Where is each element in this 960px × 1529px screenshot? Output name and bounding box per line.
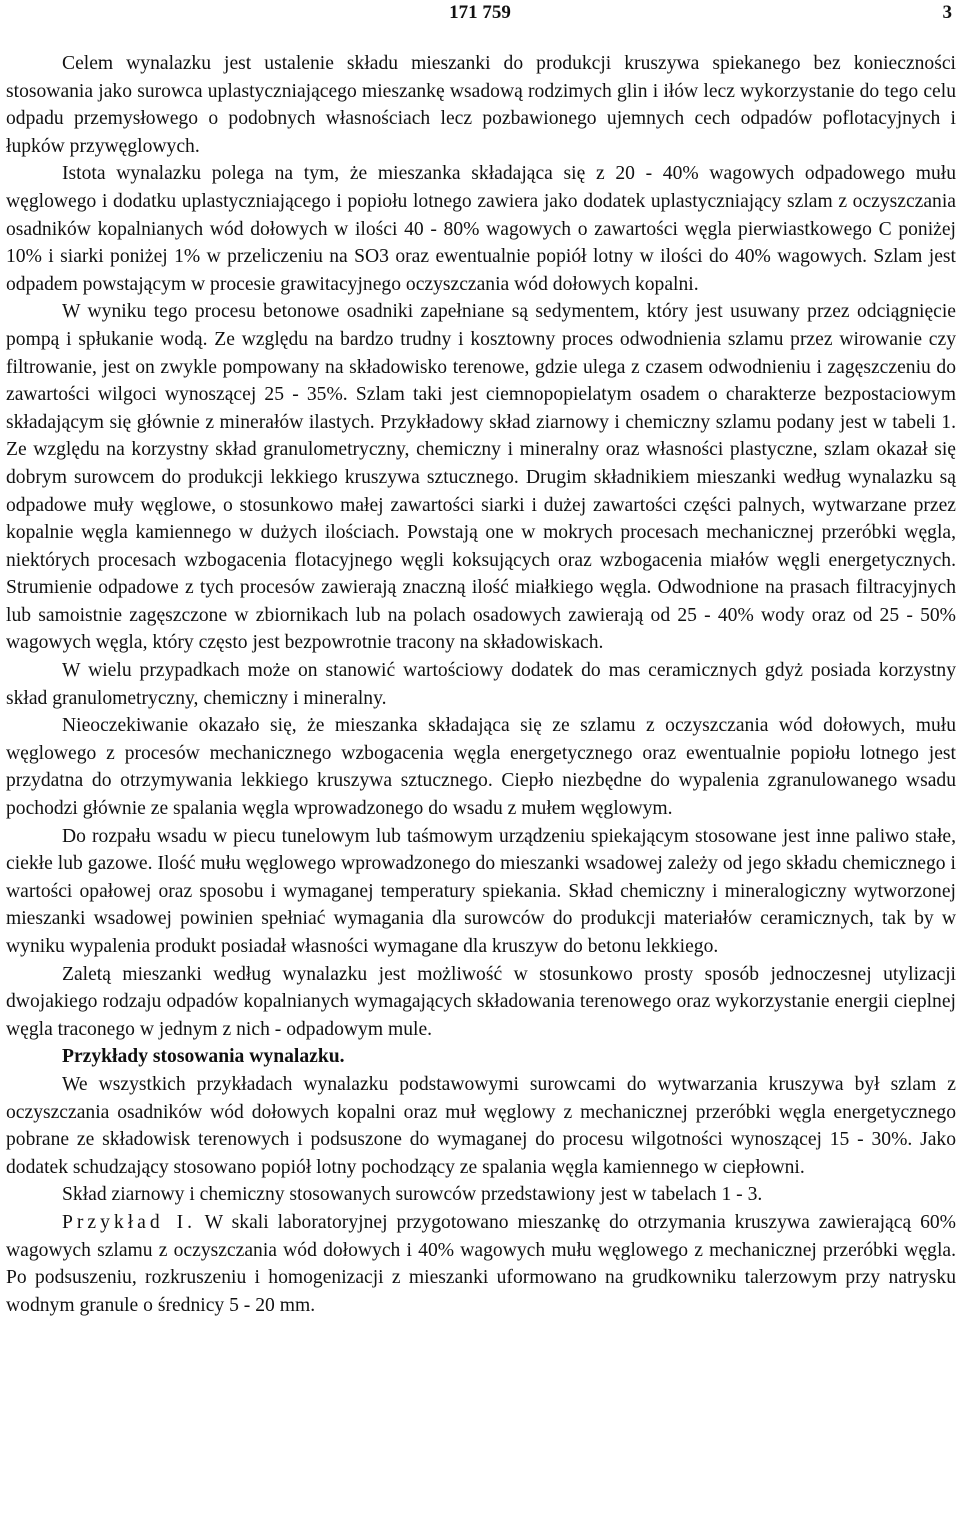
- paragraph-4: W wielu przypadkach może on stanowić wartościowy dodatek do mas ceramicznych gdyż posiada korzystny skład granulometryczny, chemiczny i mineralny.: [6, 660, 956, 709]
- section-heading: Przykłady stosowania wynalazku.: [62, 1046, 345, 1068]
- example-paragraph: [6, 1209, 956, 1319]
- document-body: [6, 50, 956, 1319]
- example-label: Przykład I.: [62, 1211, 197, 1233]
- paragraph-9: Skład ziarnowy i chemiczny stosowanych surowców przedstawiony jest w tabelach 1 - 3.: [62, 1184, 763, 1206]
- paragraph-3: W wyniku tego procesu betonowe osadniki zapełniane są sedymentem, który jest usuwany przez odciągnięcie pompą i spłukanie wodą. Ze względu na bardzo trudny i kosztowny proces odwodnienia szlamu przez wirowanie czy filtrowanie, jest on zwykle pompowany na składowisko terenowe, gdzie ulega z czasem odwodnieniu i zagęszczeniu do zawartości wilgoci wynoszącej 25 - 35%. Szlam taki jest ciemnopopielatym osadem o charakterze bezpostaciowym składającym się głównie z minerałów ilastych. Przykładowy skład ziarnowy i chemiczny szlamu podany jest w tabeli 1. Ze względu na korzystny skład granulometryczny, chemiczny i mineralny oraz własności plastyczne, szlam okazał się dobrym surowcem do produkcji lekkiego kruszywa sztucznego. Drugim składnikiem mieszanki według wynalazku są odpadowe muły węglowe, o stosunkowo małej zawartości siarki i dużej zawartości części palnych, wytwarzane przez kopalnie węgla kamiennego w dużych ilościach. Powstają one w mokrych procesach mechanicznej przeróbki węgla, niektórych procesach wzbogacenia flotacyjnego węgli koksujących oraz wzbogacenia miałów węgli energetycznych. Strumienie odpadowe z tych procesów zawierają znaczną ilość miałkiego węgla. Odwodnione na prasach filtracyjnych lub samoistnie zagęszczone w zbiornikach lub na polach osadowych zawierają od 25 - 40% wody oraz od 25 - 50% wagowych węgla, który często jest bezpowrotnie tracony na składowiskach.: [6, 301, 956, 654]
- paragraph-1: Celem wynalazku jest ustalenie składu mieszanki do produkcji kruszywa spiekanego bez konieczności stosowania jako surowca uplastyczniającego mieszankę wsadową rodzimych glin i iłów lecz wykorzystanie do tego celu odpadu przemysłowego o podobnych własnościach lecz pozbawionego ujemnych cech odpadów poflotacyjnych i łupków przywęglowych.: [6, 53, 956, 157]
- document-number: 171 759: [449, 2, 511, 23]
- page-header: [0, 2, 960, 30]
- paragraph-6: Do rozpału wsadu w piecu tunelowym lub taśmowym urządzeniu spiekającym stosowane jest inne paliwo stałe, ciekłe lub gazowe. Ilość mułu węglowego wprowadzonego do mieszanki wsadowej zależy od jego składu chemicznego i wartości opałowej oraz sposobu i wymaganej temperatury spiekania. Skład chemiczny i mineralogiczny wytworzonej mieszanki wsadowej powinien spełniać wymagania dla surowców do produkcji materiałów ceramicznych, tak by w wyniku wypalenia produkt posiadał własności wymagane dla kruszyw do betonu lekkiego.: [6, 825, 956, 957]
- paragraph-8: We wszystkich przykładach wynalazku podstawowymi surowcami do wytwarzania kruszywa był szlam z oczyszczania osadników wód dołowych kopalni oraz muł węglowy z mechanicznej przeróbki węgla energetycznego pobrane ze składowisk terenowych i podsuszone do wymaganej do procesu wilgotności wynoszącej 15 - 30%. Jako dodatek schudzający stosowano popiół lotny pochodzący ze spalania węgla kamiennego w ciepłowni.: [6, 1073, 956, 1178]
- paragraph-2: Istota wynalazku polega na tym, że mieszanka składająca się z 20 - 40% wagowych odpadowego mułu węglowego i dodatku uplastyczniającego i popiołu lotnego zawiera jako dodatek uplastyczniający szlam z oczyszczania osadników kopalnianych wód dołowych w ilości 40 - 80% wagowych o zawartości węgla pierwiastkowego C poniżej 10% i siarki poniżej 1% w przeliczeniu na SO3 oraz ewentualnie popiół lotny w ilości do 40% wagowych. Szlam jest odpadem powstającym w procesie grawitacyjnego oczyszczania wód dołowych kopalni.: [6, 163, 956, 295]
- paragraph-5: Nieoczekiwanie okazało się, że mieszanka składająca się ze szlamu z oczyszczania wód dołowych, mułu węglowego z procesów mechanicznego wzbogacenia węgla energetycznego oraz ewentualnie popiołu lotnego jest przydatna do otrzymywania lekkiego kruszywa sztucznego. Ciepło niezbędne do wypalenia zgranulowanego wsadu pochodzi głównie ze spalania węgla wprowadzonego do wsadu z mułem węglowym.: [6, 715, 956, 820]
- example-text: W skali laboratoryjnej przygotowano mieszankę do otrzymania kruszywa zawierającą 60% wagowych szlamu z oczyszczania wód dołowych i 40% wagowych mułu węglowego z mechanicznej przeróbki węgla. Po podsuszeniu, rozkruszeniu i homogenizacji z mieszanki uformowano na grudkowniku talerzowym przy natrysku wodnym granule o średnicy 5 - 20 mm.: [6, 1211, 956, 1316]
- paragraph-7: Zaletą mieszanki według wynalazku jest możliwość w stosunkowo prosty sposób jednoczesnej utylizacji dwojakiego rodzaju odpadów kopalnianych wymagających składowania terenowego oraz wykorzystanie energii cieplnej węgla traconego w jednym z nich - odpadowym mule.: [6, 963, 956, 1040]
- page-number: 3: [942, 2, 952, 23]
